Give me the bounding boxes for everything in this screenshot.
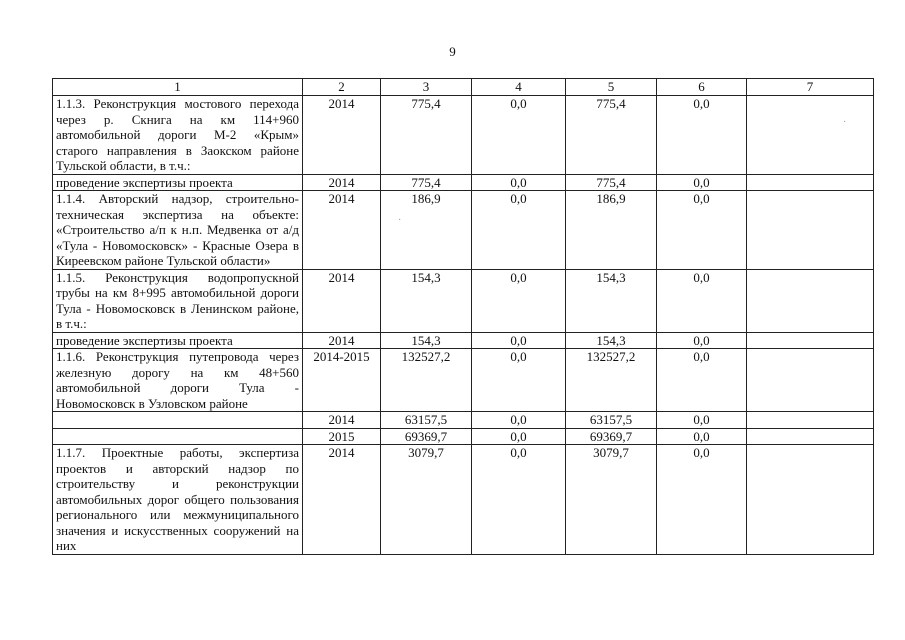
row-value-5: 154,3 — [566, 269, 657, 332]
budget-table — [52, 78, 874, 555]
row-year: 2014 — [303, 445, 381, 555]
row-value-5: 775,4 — [566, 96, 657, 175]
row-value-5: 132527,2 — [566, 349, 657, 412]
row-value-3: 775,4 — [381, 96, 472, 175]
column-header: 3 — [381, 79, 472, 96]
row-year: 2014 — [303, 174, 381, 191]
row-value-3: 69369,7 — [381, 428, 472, 445]
row-year: 2014-2015 — [303, 349, 381, 412]
row-year: 2014 — [303, 332, 381, 349]
row-description: 1.1.6. Реконструкция путепровода через железную дорогу на км 48+560 автомобильной дороги Тула - Новомосковск в Узловском районе — [53, 349, 303, 412]
row-value-6: 0,0 — [657, 269, 747, 332]
row-value-5: 775,4 — [566, 174, 657, 191]
table-row — [53, 332, 874, 349]
row-value-3: 186,9 — [381, 191, 472, 270]
row-value-4: 0,0 — [472, 332, 566, 349]
row-description — [53, 428, 303, 445]
row-value-3: 63157,5 — [381, 412, 472, 429]
row-year: 2014 — [303, 191, 381, 270]
row-year: 2015 — [303, 428, 381, 445]
row-value-6: 0,0 — [657, 332, 747, 349]
row-value-6: 0,0 — [657, 191, 747, 270]
row-value-7 — [747, 412, 874, 429]
row-description: проведение экспертизы проекта — [53, 174, 303, 191]
table-row — [53, 191, 874, 270]
row-value-7 — [747, 349, 874, 412]
table-row — [53, 269, 874, 332]
table-row — [53, 445, 874, 555]
row-value-4: 0,0 — [472, 191, 566, 270]
table-row — [53, 412, 874, 429]
row-description: 1.1.7. Проектные работы, экспертиза проектов и авторский надзор по строительству и реконструкции автомобильных дорог общего пользования регионального или межмуниципального значения и искусственных сооружений на них — [53, 445, 303, 555]
row-value-4: 0,0 — [472, 428, 566, 445]
column-header: 5 — [566, 79, 657, 96]
header-row — [53, 79, 874, 96]
row-value-6: 0,0 — [657, 428, 747, 445]
row-value-4: 0,0 — [472, 349, 566, 412]
row-value-6: 0,0 — [657, 412, 747, 429]
row-value-4: 0,0 — [472, 96, 566, 175]
row-value-3: 154,3 — [381, 332, 472, 349]
row-value-3: 154,3 — [381, 269, 472, 332]
column-header: 1 — [53, 79, 303, 96]
row-value-7 — [747, 96, 874, 175]
row-description: 1.1.4. Авторский надзор, строительно-техническая экспертиза на объекте: «Строительство а/п к н.п. Медвенка от а/д «Тула - Новомосковск» - Красные Озера в Киреевском районе Тульской области» — [53, 191, 303, 270]
row-description: проведение экспертизы проекта — [53, 332, 303, 349]
table-row — [53, 174, 874, 191]
row-value-7 — [747, 445, 874, 555]
row-value-5: 3079,7 — [566, 445, 657, 555]
row-description: 1.1.5. Реконструкция водопропускной трубы на км 8+995 автомобильной дороги Тула - Новомосковск в Ленинском районе, в т.ч.: — [53, 269, 303, 332]
column-header: 4 — [472, 79, 566, 96]
row-year: 2014 — [303, 269, 381, 332]
row-value-7 — [747, 428, 874, 445]
row-year: 2014 — [303, 412, 381, 429]
row-description: 1.1.3. Реконструкция мостового перехода через р. Скнига на км 114+960 автомобильной дороги М-2 «Крым» старого направления в Заокском районе Тульской области, в т.ч.: — [53, 96, 303, 175]
column-header: 2 — [303, 79, 381, 96]
row-value-4: 0,0 — [472, 445, 566, 555]
scan-speck: · — [843, 117, 847, 128]
row-value-3: 775,4 — [381, 174, 472, 191]
row-description — [53, 412, 303, 429]
table-row — [53, 96, 874, 175]
row-year: 2014 — [303, 96, 381, 175]
row-value-7 — [747, 269, 874, 332]
column-header: 7 — [747, 79, 874, 96]
scan-speck: · — [398, 215, 402, 226]
row-value-6: 0,0 — [657, 349, 747, 412]
row-value-5: 69369,7 — [566, 428, 657, 445]
row-value-3: 3079,7 — [381, 445, 472, 555]
row-value-7 — [747, 174, 874, 191]
row-value-4: 0,0 — [472, 174, 566, 191]
row-value-7 — [747, 332, 874, 349]
row-value-6: 0,0 — [657, 445, 747, 555]
row-value-5: 154,3 — [566, 332, 657, 349]
row-value-4: 0,0 — [472, 269, 566, 332]
row-value-7 — [747, 191, 874, 270]
row-value-3: 132527,2 — [381, 349, 472, 412]
page-number: 9 — [449, 44, 456, 59]
row-value-5: 186,9 — [566, 191, 657, 270]
row-value-6: 0,0 — [657, 96, 747, 175]
table-row — [53, 428, 874, 445]
row-value-6: 0,0 — [657, 174, 747, 191]
table-row — [53, 349, 874, 412]
row-value-5: 63157,5 — [566, 412, 657, 429]
column-header: 6 — [657, 79, 747, 96]
row-value-4: 0,0 — [472, 412, 566, 429]
